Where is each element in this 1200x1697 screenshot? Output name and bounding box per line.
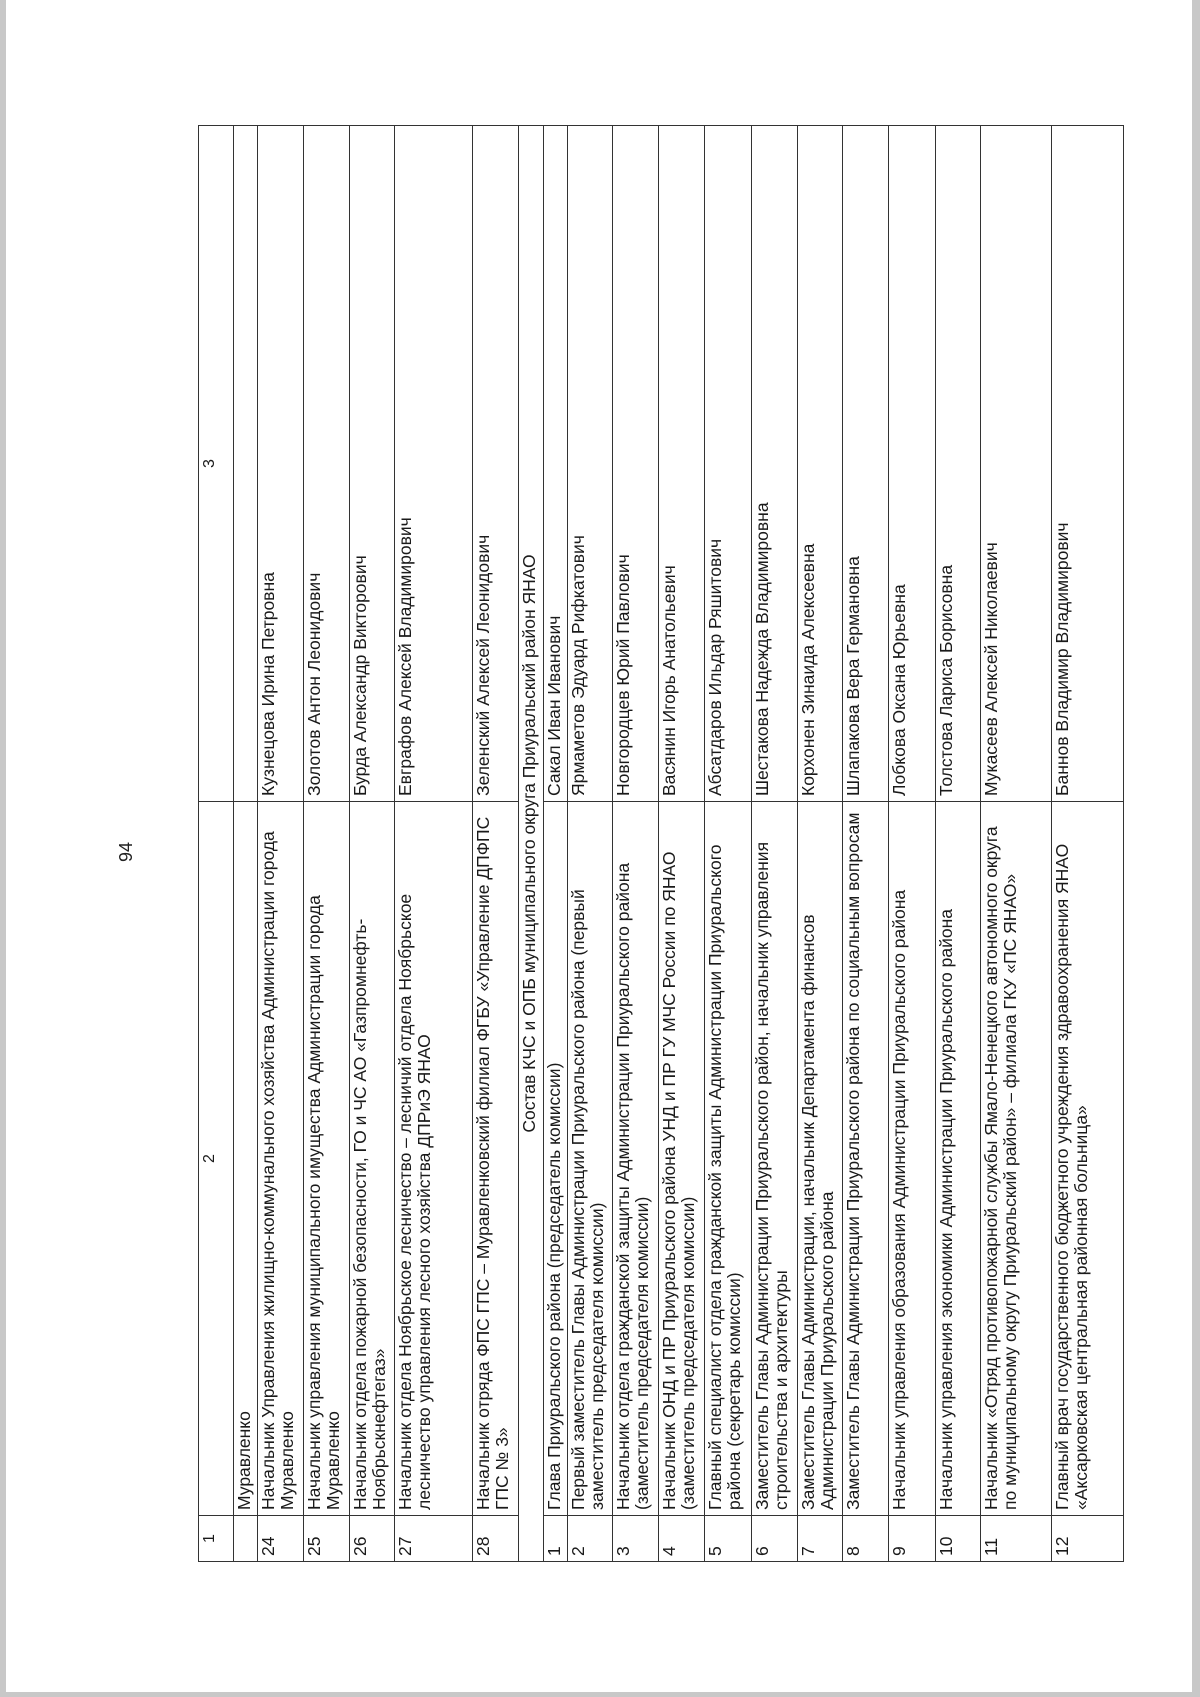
table-row bbox=[980, 126, 1052, 1562]
row-number: 25 bbox=[303, 1516, 349, 1562]
header-cell: 2 bbox=[199, 802, 234, 1516]
row-number: 7 bbox=[797, 1516, 842, 1562]
row-number: 26 bbox=[349, 1516, 394, 1562]
row-name: Сакал Иван Иванович bbox=[543, 126, 567, 802]
row-position: Начальник отдела Ноябрьское лесничество – лесничий отдела Ноябрьское лесничество управления лесного хозяйства ДПРиЭ ЯНАО bbox=[394, 802, 472, 1516]
commission-table bbox=[198, 125, 1124, 1562]
table-row bbox=[1052, 126, 1124, 1562]
row-position: Первый заместитель Главы Администрации Приуральского района (первый заместитель председателя комиссии) bbox=[567, 802, 612, 1516]
row-position: Начальник отряда ФПС ГПС – Муравленковский филиал ФГБУ «Управление ДПФПС ГПС № 3» bbox=[473, 802, 519, 1516]
table-row bbox=[797, 126, 842, 1562]
section-title-row bbox=[519, 126, 543, 1562]
row-position: Начальник управления образования Администрации Приуральского района bbox=[889, 802, 935, 1516]
row-position: Заместитель Главы Администрации, начальник Департамента финансов Администрации Приуральского района bbox=[797, 802, 842, 1516]
header-row bbox=[199, 126, 234, 1562]
document-page bbox=[6, 0, 1192, 1692]
row-name: Толстова Лариса Борисовна bbox=[935, 126, 980, 802]
row-position: Главный врач государственного бюджетного учреждения здравоохранения ЯНАО «Аксарковская центральная районная больница» bbox=[1052, 802, 1124, 1516]
row-name: Корхонен Зинаида Алексеевна bbox=[797, 126, 842, 802]
row-number: 10 bbox=[935, 1516, 980, 1562]
table-row bbox=[935, 126, 980, 1562]
table-row bbox=[473, 126, 519, 1562]
row-position: Главный специалист отдела гражданской защиты Администрации Приуральского района (секретарь комиссии) bbox=[705, 802, 751, 1516]
row-number: 8 bbox=[843, 1516, 889, 1562]
page-number: 94 bbox=[116, 841, 136, 863]
row-number: 6 bbox=[751, 1516, 797, 1562]
row-name: Евграфов Алексей Владимирович bbox=[394, 126, 472, 802]
row-number: 24 bbox=[258, 1516, 303, 1562]
row-name: Кузнецова Ирина Петровна bbox=[258, 126, 303, 802]
table-row bbox=[394, 126, 472, 1562]
row-position: Начальник отдела гражданской защиты Администрации Приуральского района (заместитель председателя комиссии) bbox=[612, 802, 658, 1516]
row-number: 4 bbox=[659, 1516, 705, 1562]
row-position: Муравленко bbox=[234, 802, 258, 1516]
row-number: 1 bbox=[543, 1516, 567, 1562]
row-name: Васянин Игорь Анатольевич bbox=[659, 126, 705, 802]
table-row bbox=[843, 126, 889, 1562]
row-number: 28 bbox=[473, 1516, 519, 1562]
row-position: Начальник управления экономики Администрации Приуральского района bbox=[935, 802, 980, 1516]
table-row bbox=[567, 126, 612, 1562]
row-name: Новгородцев Юрий Павлович bbox=[612, 126, 658, 802]
table-row bbox=[705, 126, 751, 1562]
row-position: Начальник управления муниципального имущества Администрации города Муравленко bbox=[303, 802, 349, 1516]
table-row bbox=[234, 126, 258, 1562]
row-name: Лобкова Оксана Юрьевна bbox=[889, 126, 935, 802]
table-row bbox=[889, 126, 935, 1562]
row-name: Зеленский Алексей Леонидович bbox=[473, 126, 519, 802]
table-row bbox=[612, 126, 658, 1562]
row-position: Начальник отдела пожарной безопасности, ГО и ЧС АО «Газпромнефть-Ноябрьскнефтегаз» bbox=[349, 802, 394, 1516]
table-row bbox=[258, 126, 303, 1562]
row-number: 12 bbox=[1052, 1516, 1124, 1562]
header-cell: 1 bbox=[199, 1516, 234, 1562]
rotated-table-container bbox=[198, 126, 1124, 1562]
table-row bbox=[303, 126, 349, 1562]
header-cell: 3 bbox=[199, 126, 234, 802]
table-body bbox=[199, 126, 1124, 1562]
row-name: Ярмаметов Эдуард Рифкатович bbox=[567, 126, 612, 802]
row-number: 2 bbox=[567, 1516, 612, 1562]
row-position: Начальник ОНД и ПР Приуральского района УНД и ПР ГУ МЧС России по ЯНАО (заместитель председателя комиссии) bbox=[659, 802, 705, 1516]
section-title: Состав КЧС и ОПБ муниципального округа Приуральский район ЯНАО bbox=[519, 126, 543, 1562]
row-number bbox=[234, 1516, 258, 1562]
row-name bbox=[234, 126, 258, 802]
row-name: Шестакова Надежда Владимировна bbox=[751, 126, 797, 802]
table-row bbox=[349, 126, 394, 1562]
table-row bbox=[751, 126, 797, 1562]
row-number: 3 bbox=[612, 1516, 658, 1562]
row-number: 11 bbox=[980, 1516, 1052, 1562]
row-name: Золотов Антон Леонидович bbox=[303, 126, 349, 802]
row-number: 9 bbox=[889, 1516, 935, 1562]
row-position: Заместитель Главы Администрации Приуральского района по социальным вопросам bbox=[843, 802, 889, 1516]
row-position: Заместитель Главы Администрации Приуральского район, начальник управления строительства и архитектуры bbox=[751, 802, 797, 1516]
row-position: Глава Приуральского района (председатель комиссии) bbox=[543, 802, 567, 1516]
row-name: Мукасеев Алексей Николаевич bbox=[980, 126, 1052, 802]
row-name: Баннов Владимир Владимирович bbox=[1052, 126, 1124, 802]
table-row bbox=[543, 126, 567, 1562]
row-number: 27 bbox=[394, 1516, 472, 1562]
row-number: 5 bbox=[705, 1516, 751, 1562]
row-name: Бурда Александр Викторович bbox=[349, 126, 394, 802]
table-row bbox=[659, 126, 705, 1562]
row-name: Абсатдаров Ильдар Ряшитович bbox=[705, 126, 751, 802]
row-name: Шлапакова Вера Германовна bbox=[843, 126, 889, 802]
row-position: Начальник «Отряд противопожарной службы Ямало-Ненецкого автономного округа по муниципальному округу Приуральский район» – филиала ГКУ «ПС ЯНАО» bbox=[980, 802, 1052, 1516]
row-position: Начальник Управления жилищно-коммунального хозяйства Администрации города Муравленко bbox=[258, 802, 303, 1516]
